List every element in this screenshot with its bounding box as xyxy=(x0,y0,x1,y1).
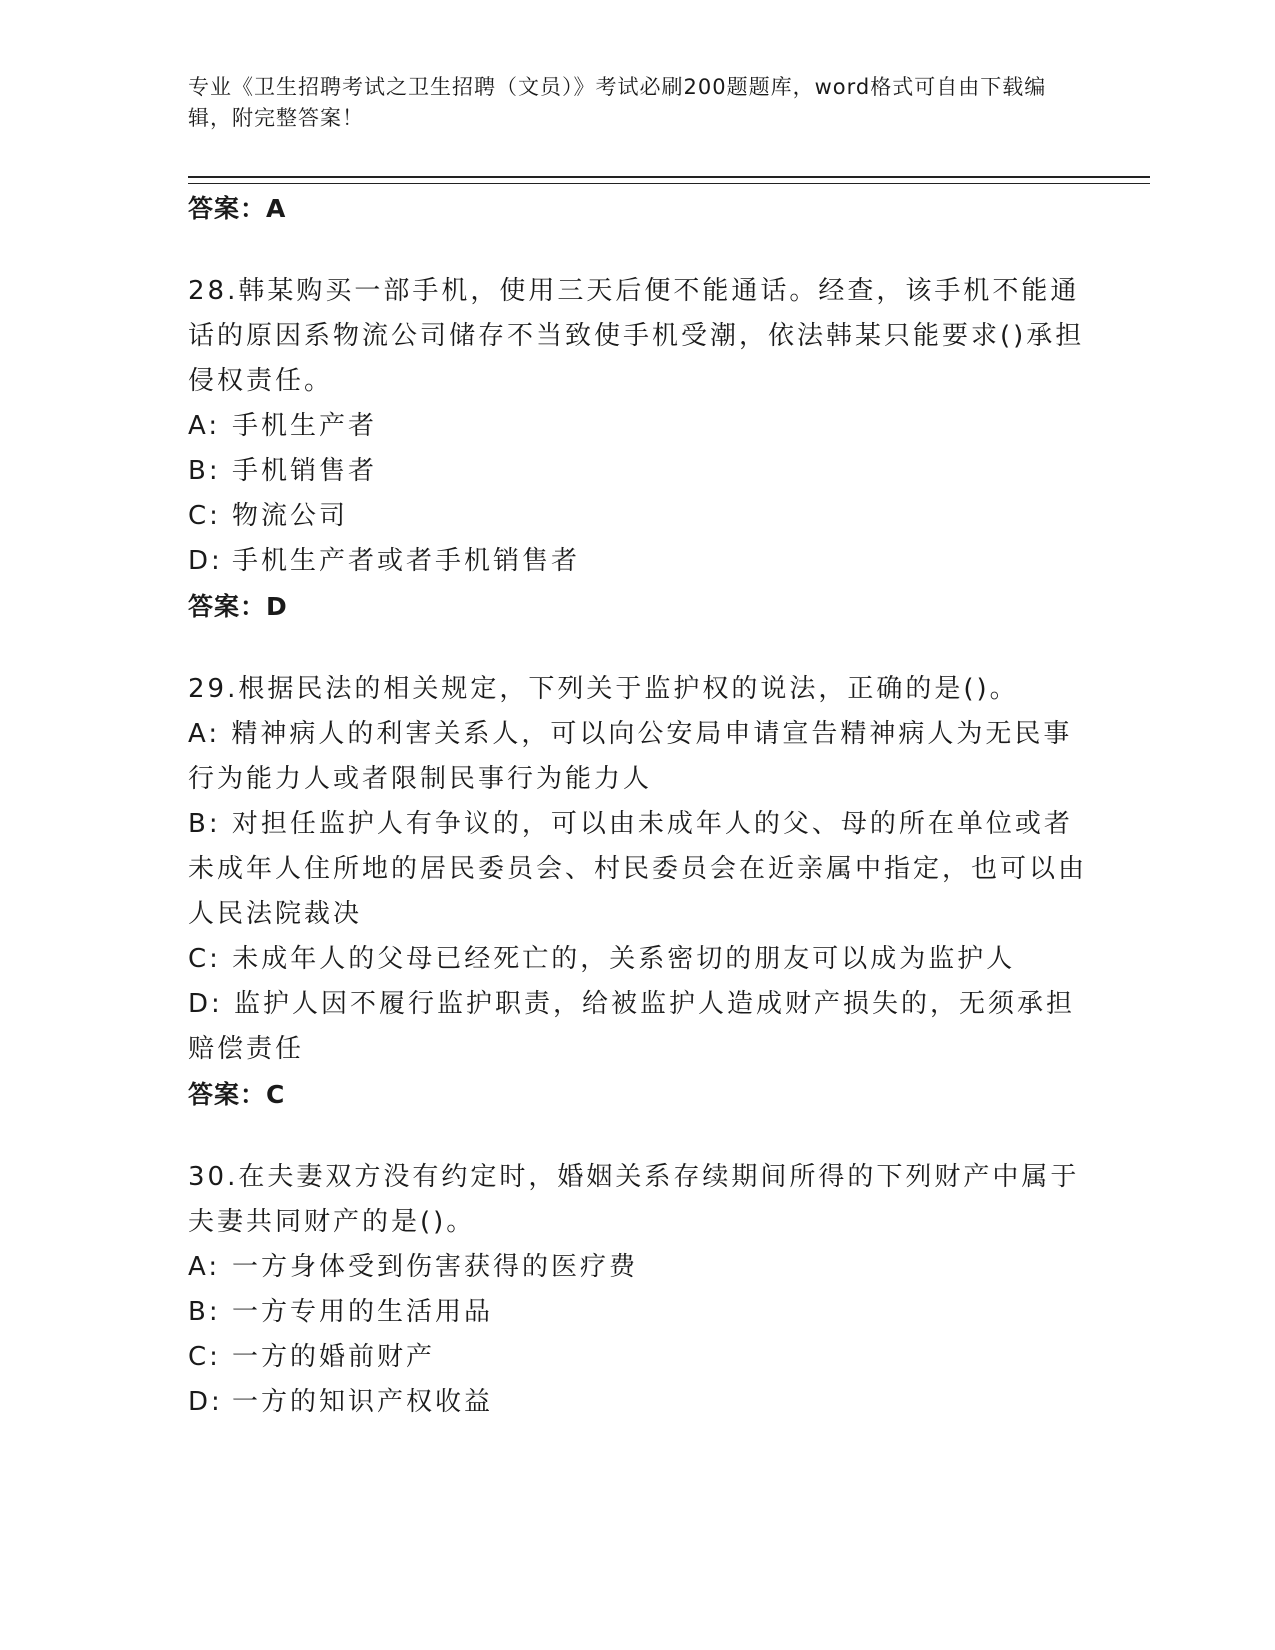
option-text: 物流公司 xyxy=(232,501,349,531)
option-letter: A: xyxy=(188,1252,221,1282)
option-c xyxy=(188,494,1088,539)
option-text: 一方的知识产权收益 xyxy=(232,1387,494,1417)
question-answer: 答案：C xyxy=(188,1080,286,1109)
option-text: 未成年人的父母已经死亡的，关系密切的朋友可以成为监护人 xyxy=(232,944,1016,974)
option-a xyxy=(188,404,1088,449)
option-text: 一方专用的生活用品 xyxy=(232,1297,494,1327)
option-letter: C: xyxy=(188,944,221,974)
option-text: 监护人因不履行监护职责，给被监护人造成财产损失的，无须承担赔偿责任 xyxy=(188,989,1076,1064)
option-b xyxy=(188,1290,1088,1335)
option-letter: D: xyxy=(188,546,223,576)
question-29 xyxy=(188,667,1088,1117)
option-text: 手机生产者 xyxy=(232,411,378,441)
option-letter: A: xyxy=(188,411,221,441)
option-letter: B: xyxy=(188,456,221,486)
option-b xyxy=(188,449,1088,494)
option-text: 一方身体受到伤害获得的医疗费 xyxy=(232,1252,639,1282)
option-a xyxy=(188,712,1088,802)
option-letter: A: xyxy=(188,719,221,749)
question-stem: 30.在夫妻双方没有约定时，婚姻关系存续期间所得的下列财产中属于夫妻共同财产的是()。 xyxy=(188,1162,1080,1237)
option-letter: D: xyxy=(188,989,223,1019)
option-text: 精神病人的利害关系人，可以向公安局申请宣告精神病人为无民事行为能力人或者限制民事行为能力人 xyxy=(188,719,1073,794)
option-b xyxy=(188,802,1088,937)
question-stem: 28.韩某购买一部手机，使用三天后便不能通话。经查，该手机不能通话的原因系物流公司储存不当致使手机受潮，依法韩某只能要求()承担侵权责任。 xyxy=(188,276,1085,396)
option-letter: B: xyxy=(188,1297,221,1327)
question-answer: 答案：D xyxy=(188,592,288,621)
question-stem: 29.根据民法的相关规定，下列关于监护权的说法，正确的是()。 xyxy=(188,674,1019,704)
option-letter: D: xyxy=(188,1387,223,1417)
page-header: 专业《卫生招聘考试之卫生招聘（文员）》考试必刷200题题库，word格式可自由下载编辑，附完整答案！ xyxy=(188,75,1047,130)
option-d xyxy=(188,1380,1088,1425)
option-letter: B: xyxy=(188,809,221,839)
option-d xyxy=(188,539,1088,584)
option-letter: C: xyxy=(188,1342,221,1372)
option-letter: C: xyxy=(188,501,221,531)
previous-answer: 答案：A xyxy=(188,194,287,223)
option-c xyxy=(188,937,1088,982)
document-body xyxy=(188,186,1088,1425)
question-28 xyxy=(188,269,1088,629)
header-divider xyxy=(188,176,1150,184)
option-d xyxy=(188,982,1088,1072)
option-text: 手机生产者或者手机销售者 xyxy=(232,546,581,576)
option-a xyxy=(188,1245,1088,1290)
option-text: 对担任监护人有争议的，可以由未成年人的父、母的所在单位或者未成年人住所地的居民委员会、村民委员会在近亲属中指定，也可以由人民法院裁决 xyxy=(188,809,1088,929)
option-text: 手机销售者 xyxy=(232,456,378,486)
option-text: 一方的婚前财产 xyxy=(232,1342,436,1372)
option-c xyxy=(188,1335,1088,1380)
question-30 xyxy=(188,1155,1088,1425)
